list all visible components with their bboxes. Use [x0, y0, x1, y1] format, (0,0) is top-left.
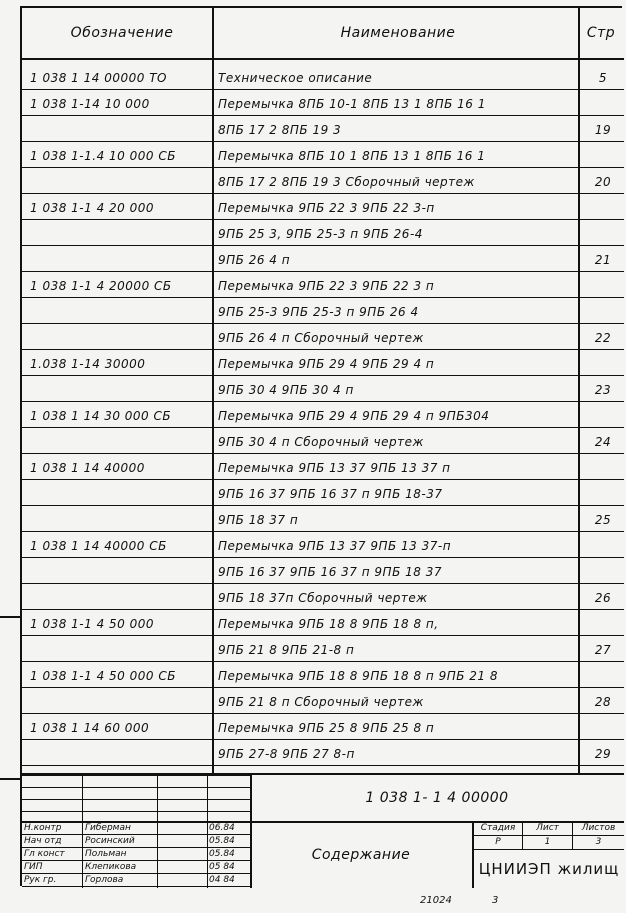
stamp-date: 05.84 [209, 848, 235, 859]
row-designation [30, 299, 212, 324]
stamp-role: Гл конст [24, 848, 65, 859]
row-page [582, 195, 624, 220]
row-page [582, 455, 624, 480]
row-page [582, 559, 624, 584]
row-designation [30, 169, 212, 194]
row-page [582, 611, 624, 636]
table-row [22, 455, 624, 480]
row-designation [30, 481, 212, 506]
row-designation [30, 377, 212, 402]
table-row [22, 429, 624, 454]
row-name: 9ПБ 21 8 п Сборочный чертеж [218, 694, 424, 709]
row-designation: 1 038 1-1 4 20000 СБ [30, 278, 172, 293]
table-row [22, 325, 624, 350]
row-page [582, 221, 624, 246]
row-divider [22, 401, 624, 402]
row-page: 24 [594, 434, 612, 449]
row-name: Перемычка 9ПБ 18 8 9ПБ 18 8 п 9ПБ 21 8 [218, 668, 498, 683]
row-name: 9ПБ 27-8 9ПБ 27 8-п [218, 746, 355, 761]
row-divider [22, 505, 624, 506]
row-name: 9ПБ 18 37п Сборочный чертеж [218, 590, 428, 605]
table-row [22, 507, 624, 532]
document-sheet [20, 6, 622, 886]
table-row [22, 403, 624, 428]
row-name: 8ПБ 17 2 8ПБ 19 3 [218, 122, 342, 137]
row-divider [22, 115, 624, 116]
row-name: 9ПБ 18 37 п [218, 512, 299, 527]
row-designation [30, 741, 212, 766]
stamp-person: Польман [85, 848, 127, 859]
row-designation [30, 429, 212, 454]
row-divider [22, 453, 624, 454]
row-designation [30, 247, 212, 272]
stamp-role: Нач отд [24, 835, 62, 846]
row-page [582, 533, 624, 558]
table-row [22, 299, 624, 324]
row-page [582, 351, 624, 376]
row-name: Перемычка 8ПБ 10-1 8ПБ 13 1 8ПБ 16 1 [218, 96, 486, 111]
table-row [22, 65, 624, 90]
row-name: Перемычка 9ПБ 22 3 9ПБ 22 3-п [218, 200, 435, 215]
row-name: 9ПБ 25-3 9ПБ 25-3 п 9ПБ 26 4 [218, 304, 419, 319]
stage-label: Стадия [480, 823, 516, 833]
row-page: 28 [594, 694, 612, 709]
row-divider [22, 531, 624, 532]
row-designation: 1 038 1 14 60 000 [30, 720, 150, 735]
row-designation [30, 221, 212, 246]
row-designation [30, 585, 212, 610]
stamp-person: Горлова [85, 874, 124, 885]
row-page [582, 273, 624, 298]
header-name: Наименование [340, 25, 456, 41]
row-page: 25 [594, 512, 612, 527]
header-page: Стр [586, 25, 616, 41]
row-name: Перемычка 9ПБ 25 8 9ПБ 25 8 п [218, 720, 435, 735]
row-divider [22, 349, 624, 350]
row-divider [22, 687, 624, 688]
row-page [582, 481, 624, 506]
table-row [22, 377, 624, 402]
table-row [22, 611, 624, 636]
row-page: 26 [594, 590, 612, 605]
row-divider [22, 583, 624, 584]
stamp-date: 05.84 [209, 835, 235, 846]
row-page [582, 715, 624, 740]
row-name: Перемычка 8ПБ 10 1 8ПБ 13 1 8ПБ 16 1 [218, 148, 486, 163]
table-row [22, 117, 624, 142]
row-name: Перемычка 9ПБ 29 4 9ПБ 29 4 п [218, 356, 435, 371]
row-divider [22, 609, 624, 610]
sheets-value: 3 [595, 837, 602, 847]
row-designation: 1 038 1-14 10 000 [30, 96, 150, 111]
row-name: Перемычка 9ПБ 13 37 9ПБ 13 37-п [218, 538, 452, 553]
stage-value: Р [495, 837, 501, 847]
row-designation: 1 038 1 14 30 000 СБ [30, 408, 172, 423]
row-designation [30, 689, 212, 714]
sheets-label: Листов [581, 823, 616, 833]
row-page [582, 91, 624, 116]
sheet-value: 1 [544, 837, 551, 847]
footer-number: 21024 [420, 894, 452, 906]
row-name: 9ПБ 25 3, 9ПБ 25-3 п 9ПБ 26-4 [218, 226, 423, 241]
row-name: 9ПБ 16 37 9ПБ 16 37 п 9ПБ 18 37 [218, 564, 442, 579]
row-divider [22, 557, 624, 558]
header-divider [22, 58, 624, 60]
row-divider [22, 141, 624, 142]
row-name: 8ПБ 17 2 8ПБ 19 3 Сборочный чертеж [218, 174, 475, 189]
table-row [22, 169, 624, 194]
row-divider [22, 297, 624, 298]
row-divider [22, 193, 624, 194]
table-row [22, 247, 624, 272]
margin-tick [0, 616, 22, 618]
row-designation: 1.038 1-14 30000 [30, 356, 146, 371]
doc-code: 1 038 1- 1 4 00000 [365, 790, 509, 806]
table-row [22, 481, 624, 506]
row-page [582, 403, 624, 428]
row-divider [22, 765, 624, 766]
table-row [22, 741, 624, 766]
row-designation: 1 038 1 14 40000 СБ [30, 538, 167, 553]
table-row [22, 715, 624, 740]
organization-name: ЦНИИЭП жилищ [478, 860, 620, 878]
stamp-date: 06.84 [209, 822, 235, 833]
table-row [22, 351, 624, 376]
row-designation: 1 038 1-1 4 50 000 [30, 616, 155, 631]
table-row [22, 533, 624, 558]
row-name: Перемычка 9ПБ 18 8 9ПБ 18 8 п, [218, 616, 439, 631]
row-designation [30, 325, 212, 350]
row-name: 9ПБ 26 4 п Сборочный чертеж [218, 330, 424, 345]
table-row [22, 689, 624, 714]
table-row [22, 91, 624, 116]
row-designation: 1 038 1 14 00000 ТО [30, 70, 167, 85]
row-page: 29 [594, 746, 612, 761]
row-page: 22 [594, 330, 612, 345]
table-row [22, 195, 624, 220]
row-name: 9ПБ 16 37 9ПБ 16 37 п 9ПБ 18-37 [218, 486, 443, 501]
row-divider [22, 427, 624, 428]
row-divider [22, 323, 624, 324]
row-divider [22, 739, 624, 740]
row-name: Перемычка 9ПБ 13 37 9ПБ 13 37 п [218, 460, 451, 475]
stamp-date: 05 84 [209, 861, 235, 872]
row-divider [22, 661, 624, 662]
sheet-title: Содержание [311, 847, 411, 863]
row-page [582, 663, 624, 688]
margin-tick [0, 778, 22, 780]
row-divider [22, 271, 624, 272]
row-designation: 1 038 1-1 4 50 000 СБ [30, 668, 176, 683]
table-row [22, 273, 624, 298]
row-designation: 1 038 1-1.4 10 000 СБ [30, 148, 176, 163]
row-divider [22, 713, 624, 714]
row-name: 9ПБ 30 4 п Сборочный чертеж [218, 434, 424, 449]
table-row [22, 585, 624, 610]
footer [0, 890, 626, 910]
stamp-person: Гиберман [85, 822, 131, 833]
stamp-date: 04 84 [209, 874, 235, 885]
row-page: 5 [598, 70, 608, 85]
row-page: 20 [594, 174, 612, 189]
table-row [22, 663, 624, 688]
stamp-role: Рук гр. [24, 874, 57, 885]
row-page [582, 143, 624, 168]
row-divider [22, 219, 624, 220]
row-page: 21 [594, 252, 612, 267]
row-divider [22, 479, 624, 480]
row-designation [30, 559, 212, 584]
row-page [582, 299, 624, 324]
row-divider [22, 167, 624, 168]
header-designation: Обозначение [70, 25, 174, 41]
stamp-person: Росинский [85, 835, 135, 846]
row-name: 9ПБ 21 8 9ПБ 21-8 п [218, 642, 355, 657]
table-row [22, 637, 624, 662]
row-designation: 1 038 1-1 4 20 000 [30, 200, 155, 215]
sheet-label: Лист [536, 823, 559, 833]
footer-sheet: 3 [492, 894, 499, 906]
table-row [22, 559, 624, 584]
table-row [22, 143, 624, 168]
row-page: 23 [594, 382, 612, 397]
row-page: 19 [594, 122, 612, 137]
title-block [22, 773, 624, 888]
row-divider [22, 245, 624, 246]
table-row [22, 221, 624, 246]
row-name: Перемычка 9ПБ 29 4 9ПБ 29 4 п 9ПБ304 [218, 408, 490, 423]
row-name: Техническое описание [218, 70, 373, 85]
row-designation [30, 637, 212, 662]
row-divider [22, 89, 624, 90]
stamp-person: Клепикова [85, 861, 137, 872]
row-designation [30, 117, 212, 142]
row-designation [30, 507, 212, 532]
row-divider [22, 635, 624, 636]
row-divider [22, 375, 624, 376]
stamp-role: ГИП [24, 861, 43, 872]
row-page: 27 [594, 642, 612, 657]
row-name: 9ПБ 26 4 п [218, 252, 291, 267]
row-name: Перемычка 9ПБ 22 3 9ПБ 22 3 п [218, 278, 435, 293]
row-designation: 1 038 1 14 40000 [30, 460, 145, 475]
stamp-role: Н.контр [24, 822, 62, 833]
row-name: 9ПБ 30 4 9ПБ 30 4 п [218, 382, 354, 397]
